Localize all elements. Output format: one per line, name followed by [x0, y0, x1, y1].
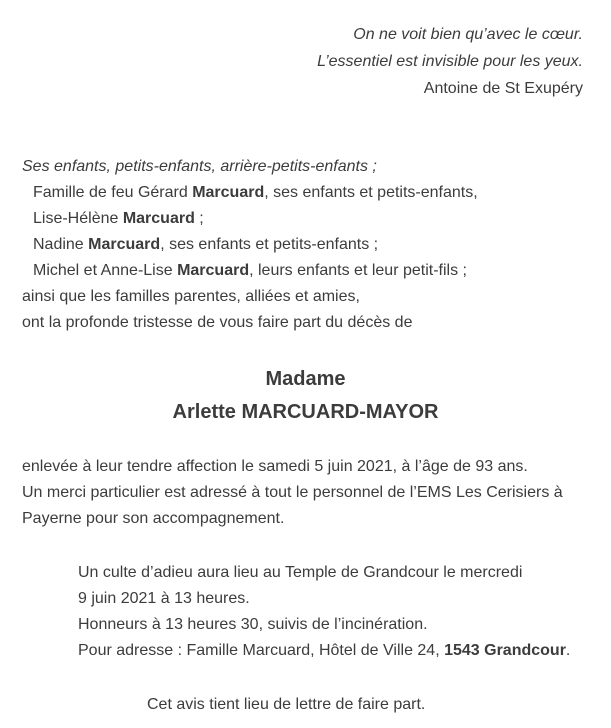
address-text: . [565, 642, 571, 659]
family-block [0, 154, 611, 336]
footer-notice: Cet avis tient lieu de lettre de faire part. [147, 696, 426, 713]
ceremony-address-line [78, 638, 595, 664]
ceremony-block [0, 560, 611, 664]
announcement-line-2: Un merci particulier est adressé à tout le personnel de l’EMS Les Cerisiers à [22, 484, 563, 501]
quote-attribution: Antoine de St Exupéry [423, 80, 583, 97]
member-surname: Marcuard [177, 262, 250, 279]
quote-line-2: L’essentiel est invisible pour les yeux. [317, 53, 583, 70]
member-text: , leurs enfants et leur petit-fils ; [249, 262, 467, 279]
member-surname: Marcuard [192, 184, 265, 201]
member-surname: Marcuard [122, 210, 195, 227]
member-text: Michel et Anne-Lise [33, 262, 178, 279]
family-member-line [22, 206, 595, 232]
announcement-block [0, 454, 611, 532]
address-locality: 1543 Grandcour [444, 642, 566, 659]
family-member-line [22, 180, 595, 206]
family-intro: Ses enfants, petits-enfants, arrière-petits-enfants ; [22, 158, 377, 175]
member-text: Famille de feu Gérard [33, 184, 193, 201]
announcement-line-1: enlevée à leur tendre affection le samedi 5 juin 2021, à l’âge de 93 ans. [22, 458, 528, 475]
quote-line-1: On ne voit bien qu’avec le cœur. [353, 26, 583, 43]
family-closing-line-1: ainsi que les familles parentes, alliées et amies, [22, 288, 360, 305]
announcement-line-3: Payerne pour son accompagnement. [22, 510, 285, 527]
member-text: , ses enfants et petits-enfants, [264, 184, 478, 201]
family-member-line [22, 232, 595, 258]
member-text: , ses enfants et petits-enfants ; [160, 236, 379, 253]
member-text: Lise-Hélène [33, 210, 123, 227]
quote-block [0, 21, 611, 102]
family-closing-line-2: ont la profonde tristesse de vous faire part du décès de [22, 314, 413, 331]
member-text: ; [194, 210, 204, 227]
ceremony-line-2: 9 juin 2021 à 13 heures. [78, 590, 250, 607]
member-text: Nadine [33, 236, 89, 253]
family-member-line [22, 258, 595, 284]
ceremony-line-3: Honneurs à 13 heures 30, suivis de l’incinération. [78, 616, 428, 633]
ceremony-line-1: Un culte d’adieu aura lieu au Temple de Grandcour le mercredi [78, 564, 523, 581]
deceased-title: Madame [265, 368, 346, 390]
deceased-name-block [0, 363, 611, 429]
deceased-name: Arlette MARCUARD-MAYOR [172, 401, 439, 423]
address-text: Pour adresse : Famille Marcuard, Hôtel de Ville 24, [78, 642, 445, 659]
member-surname: Marcuard [88, 236, 161, 253]
